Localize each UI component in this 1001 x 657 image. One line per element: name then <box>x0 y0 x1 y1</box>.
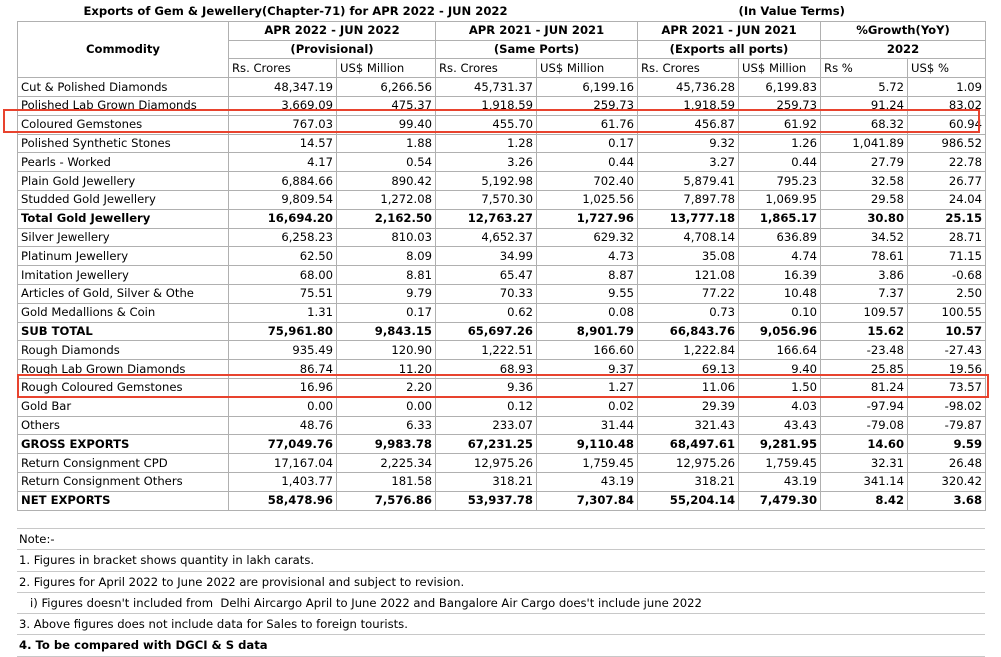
value-cell: 68.93 <box>436 360 537 379</box>
us-percent-header: US$ % <box>908 59 986 78</box>
value-cell: 6,199.16 <box>537 78 638 97</box>
value-cell: 4.74 <box>739 247 821 266</box>
provisional-label: (Provisional) <box>229 40 436 59</box>
table-row <box>18 416 986 435</box>
value-cell: 318.21 <box>638 472 739 491</box>
value-cell: 35.08 <box>638 247 739 266</box>
value-cell: 4.17 <box>229 153 337 172</box>
value-cell: 1,025.56 <box>537 190 638 209</box>
value-cell: 795.23 <box>739 172 821 191</box>
period-2022-header: APR 2022 - JUN 2022 <box>229 21 436 40</box>
note-line: i) Figures doesn't included from Delhi Aircargo April to June 2022 and Bangalore Air Cargo does't include june 2022 <box>17 592 985 613</box>
value-cell: 8.42 <box>821 491 908 510</box>
value-cell: 0.44 <box>537 153 638 172</box>
value-cell: 6,266.56 <box>337 78 436 97</box>
value-cell: 1,041.89 <box>821 134 908 153</box>
value-cell: 55,204.14 <box>638 491 739 510</box>
value-cell: 9.79 <box>337 284 436 303</box>
growth-header: %Growth(YoY) <box>821 21 986 40</box>
value-cell: 1.27 <box>537 378 638 397</box>
value-cell: 8.87 <box>537 266 638 285</box>
value-cell: -97.94 <box>821 397 908 416</box>
note-line: 4. To be compared with DGCI & S data <box>17 634 985 656</box>
value-cell: 19.56 <box>908 360 986 379</box>
commodity-name: Pearls - Worked <box>18 153 229 172</box>
value-cell: 1,918.59 <box>638 96 739 115</box>
table-row <box>18 341 986 360</box>
value-cell: 29.58 <box>821 190 908 209</box>
notes-section <box>17 528 985 657</box>
value-cell: 166.60 <box>537 341 638 360</box>
value-cell: 48,347.19 <box>229 78 337 97</box>
value-cell: 45,731.37 <box>436 78 537 97</box>
value-cell: 31.44 <box>537 416 638 435</box>
period-2021-same-ports-header: APR 2021 - JUN 2021 <box>436 21 638 40</box>
table-row <box>18 228 986 247</box>
value-cell: 0.10 <box>739 303 821 322</box>
value-cell: 3.27 <box>638 153 739 172</box>
value-cell: 6,884.66 <box>229 172 337 191</box>
table-row <box>18 491 986 510</box>
value-cell: 6,258.23 <box>229 228 337 247</box>
value-cell: 1.50 <box>739 378 821 397</box>
commodity-name: Return Consignment Others <box>18 472 229 491</box>
value-cell: 767.03 <box>229 115 337 134</box>
table-row <box>18 190 986 209</box>
value-cell: 22.78 <box>908 153 986 172</box>
value-cell: 68.00 <box>229 266 337 285</box>
commodity-name: Studded Gold Jewellery <box>18 190 229 209</box>
commodity-name: Others <box>18 416 229 435</box>
value-cell: 99.40 <box>337 115 436 134</box>
value-cell: 1,403.77 <box>229 472 337 491</box>
value-cell: 1.09 <box>908 78 986 97</box>
value-cell: 890.42 <box>337 172 436 191</box>
commodity-name: Total Gold Jewellery <box>18 209 229 228</box>
value-cell: 10.57 <box>908 322 986 341</box>
value-cell: 9,983.78 <box>337 435 436 454</box>
value-cell: 10.48 <box>739 284 821 303</box>
value-cell: 24.04 <box>908 190 986 209</box>
value-cell: 9.40 <box>739 360 821 379</box>
commodity-name: Cut & Polished Diamonds <box>18 78 229 97</box>
table-row <box>18 172 986 191</box>
value-cell: 341.14 <box>821 472 908 491</box>
value-cell: 9.59 <box>908 435 986 454</box>
value-cell: 456.87 <box>638 115 739 134</box>
commodity-name: Platinum Jewellery <box>18 247 229 266</box>
value-cell: 7,479.30 <box>739 491 821 510</box>
commodity-name: Gold Bar <box>18 397 229 416</box>
value-cell: 0.02 <box>537 397 638 416</box>
table-row <box>18 153 986 172</box>
value-cell: 43.19 <box>739 472 821 491</box>
value-cell: 68.32 <box>821 115 908 134</box>
value-cell: 109.57 <box>821 303 908 322</box>
commodity-name: GROSS EXPORTS <box>18 435 229 454</box>
value-cell: 1,759.45 <box>739 454 821 473</box>
value-cell: 1,222.84 <box>638 341 739 360</box>
value-cell: 7,576.86 <box>337 491 436 510</box>
value-cell: 7,307.84 <box>537 491 638 510</box>
value-cell: 3.86 <box>821 266 908 285</box>
value-cell: 25.15 <box>908 209 986 228</box>
value-cell: 28.71 <box>908 228 986 247</box>
value-cell: 6,199.83 <box>739 78 821 97</box>
value-cell: 2.50 <box>908 284 986 303</box>
commodity-name: Polished Lab Grown Diamonds <box>18 96 229 115</box>
value-cell: 60.94 <box>908 115 986 134</box>
value-cell: 81.24 <box>821 378 908 397</box>
value-cell: 8.09 <box>337 247 436 266</box>
commodity-name: SUB TOTAL <box>18 322 229 341</box>
value-cell: 1,759.45 <box>537 454 638 473</box>
value-cell: 14.57 <box>229 134 337 153</box>
value-cell: 455.70 <box>436 115 537 134</box>
rs-crores-header: Rs. Crores <box>638 59 739 78</box>
exports-table <box>17 3 986 511</box>
value-cell: 65,697.26 <box>436 322 537 341</box>
value-cell: 58,478.96 <box>229 491 337 510</box>
value-cell: 475.37 <box>337 96 436 115</box>
value-cell: 53,937.78 <box>436 491 537 510</box>
value-cell: 32.58 <box>821 172 908 191</box>
us-million-header: US$ Million <box>337 59 436 78</box>
table-row <box>18 360 986 379</box>
commodity-name: Rough Diamonds <box>18 341 229 360</box>
value-cell: 2,225.34 <box>337 454 436 473</box>
value-cell: 32.31 <box>821 454 908 473</box>
value-cell: 0.62 <box>436 303 537 322</box>
value-cell: 9,809.54 <box>229 190 337 209</box>
table-row <box>18 115 986 134</box>
value-cell: 12,975.26 <box>638 454 739 473</box>
value-cell: 4,652.37 <box>436 228 537 247</box>
rs-percent-header: Rs % <box>821 59 908 78</box>
value-cell: -27.43 <box>908 341 986 360</box>
us-million-header: US$ Million <box>739 59 821 78</box>
us-million-header: US$ Million <box>537 59 638 78</box>
value-cell: 43.19 <box>537 472 638 491</box>
value-cell: -98.02 <box>908 397 986 416</box>
value-cell: -0.68 <box>908 266 986 285</box>
value-cell: 8,901.79 <box>537 322 638 341</box>
table-row <box>18 322 986 341</box>
value-cell: 65.47 <box>436 266 537 285</box>
table-row <box>18 266 986 285</box>
commodity-name: Articles of Gold, Silver & Othe <box>18 284 229 303</box>
note-line: 2. Figures for April 2022 to June 2022 are provisional and subject to revision. <box>17 571 985 592</box>
value-cell: 78.61 <box>821 247 908 266</box>
report-title: Exports of Gem & Jewellery(Chapter-71) for APR 2022 - JUN 2022 <box>83 4 508 19</box>
value-cell: 9.37 <box>537 360 638 379</box>
value-cell: 26.77 <box>908 172 986 191</box>
table-row <box>18 284 986 303</box>
value-cell: 3.26 <box>436 153 537 172</box>
value-cell: 75.51 <box>229 284 337 303</box>
table-row <box>18 303 986 322</box>
note-line: Note:- <box>17 528 985 549</box>
commodity-name: Gold Medallions & Coin <box>18 303 229 322</box>
value-cell: 100.55 <box>908 303 986 322</box>
value-cell: 75,961.80 <box>229 322 337 341</box>
table-row <box>18 472 986 491</box>
value-cell: 70.33 <box>436 284 537 303</box>
commodity-header: Commodity <box>18 21 229 77</box>
value-cell: 77,049.76 <box>229 435 337 454</box>
value-cell: 1,727.96 <box>537 209 638 228</box>
value-cell: 25.85 <box>821 360 908 379</box>
value-cell: 86.74 <box>229 360 337 379</box>
commodity-name: NET EXPORTS <box>18 491 229 510</box>
value-cell: 34.99 <box>436 247 537 266</box>
value-cell: 2.20 <box>337 378 436 397</box>
table-row <box>18 134 986 153</box>
value-cell: 69.13 <box>638 360 739 379</box>
value-cell: 702.40 <box>537 172 638 191</box>
note-line: 3. Above figures does not include data for Sales to foreign tourists. <box>17 613 985 634</box>
value-cell: 26.48 <box>908 454 986 473</box>
value-cell: 320.42 <box>908 472 986 491</box>
value-cell: 321.43 <box>638 416 739 435</box>
value-cell: 4.73 <box>537 247 638 266</box>
value-cell: 259.73 <box>537 96 638 115</box>
table-row <box>18 209 986 228</box>
value-cell: 810.03 <box>337 228 436 247</box>
value-cell: 83.02 <box>908 96 986 115</box>
value-cell: 5.72 <box>821 78 908 97</box>
value-cell: 1,222.51 <box>436 341 537 360</box>
value-cell: 48.76 <box>229 416 337 435</box>
rs-crores-header: Rs. Crores <box>229 59 337 78</box>
period-2021-all-ports-header: APR 2021 - JUN 2021 <box>638 21 821 40</box>
value-cell: 30.80 <box>821 209 908 228</box>
table-row <box>18 378 986 397</box>
value-cell: 4,708.14 <box>638 228 739 247</box>
value-cell: 0.00 <box>337 397 436 416</box>
commodity-name: Rough Lab Grown Diamonds <box>18 360 229 379</box>
growth-year-label: 2022 <box>821 40 986 59</box>
note-line: 1. Figures in bracket shows quantity in lakh carats. <box>17 549 985 570</box>
value-terms-label: (In Value Terms) <box>738 4 845 19</box>
value-cell: 13,777.18 <box>638 209 739 228</box>
value-cell: 5,192.98 <box>436 172 537 191</box>
value-cell: 935.49 <box>229 341 337 360</box>
value-cell: 62.50 <box>229 247 337 266</box>
value-cell: 1,272.08 <box>337 190 436 209</box>
value-cell: 61.92 <box>739 115 821 134</box>
value-cell: 9,110.48 <box>537 435 638 454</box>
value-cell: 7,570.30 <box>436 190 537 209</box>
value-cell: 5,879.41 <box>638 172 739 191</box>
commodity-name: Polished Synthetic Stones <box>18 134 229 153</box>
value-cell: 0.44 <box>739 153 821 172</box>
value-cell: 0.54 <box>337 153 436 172</box>
value-cell: 986.52 <box>908 134 986 153</box>
value-cell: 3,669.09 <box>229 96 337 115</box>
value-cell: 16.39 <box>739 266 821 285</box>
value-cell: 61.76 <box>537 115 638 134</box>
same-ports-label: (Same Ports) <box>436 40 638 59</box>
value-cell: 16.96 <box>229 378 337 397</box>
value-cell: 9,281.95 <box>739 435 821 454</box>
value-cell: 9,843.15 <box>337 322 436 341</box>
table-row <box>18 247 986 266</box>
value-cell: 0.00 <box>229 397 337 416</box>
value-cell: 1,918.59 <box>436 96 537 115</box>
value-cell: 233.07 <box>436 416 537 435</box>
value-cell: 77.22 <box>638 284 739 303</box>
value-cell: 16,694.20 <box>229 209 337 228</box>
value-cell: 0.17 <box>337 303 436 322</box>
exports-report <box>17 3 985 511</box>
value-cell: 120.90 <box>337 341 436 360</box>
value-cell: 1.28 <box>436 134 537 153</box>
commodity-name: Plain Gold Jewellery <box>18 172 229 191</box>
value-cell: 166.64 <box>739 341 821 360</box>
commodity-name: Rough Coloured Gemstones <box>18 378 229 397</box>
table-row <box>18 454 986 473</box>
value-cell: 6.33 <box>337 416 436 435</box>
value-cell: 0.12 <box>436 397 537 416</box>
value-cell: 14.60 <box>821 435 908 454</box>
value-cell: 0.73 <box>638 303 739 322</box>
value-cell: -79.87 <box>908 416 986 435</box>
value-cell: 9.32 <box>638 134 739 153</box>
value-cell: 636.89 <box>739 228 821 247</box>
value-cell: 1,069.95 <box>739 190 821 209</box>
value-cell: 8.81 <box>337 266 436 285</box>
value-cell: 91.24 <box>821 96 908 115</box>
commodity-name: Silver Jewellery <box>18 228 229 247</box>
table-row <box>18 435 986 454</box>
value-cell: 71.15 <box>908 247 986 266</box>
value-cell: 9,056.96 <box>739 322 821 341</box>
value-cell: 15.62 <box>821 322 908 341</box>
value-cell: 4.03 <box>739 397 821 416</box>
rs-crores-header: Rs. Crores <box>436 59 537 78</box>
table-row <box>18 397 986 416</box>
value-cell: 11.06 <box>638 378 739 397</box>
value-cell: -23.48 <box>821 341 908 360</box>
commodity-name: Imitation Jewellery <box>18 266 229 285</box>
table-row <box>18 96 986 115</box>
value-cell: 9.55 <box>537 284 638 303</box>
commodity-name: Return Consignment CPD <box>18 454 229 473</box>
commodity-name: Coloured Gemstones <box>18 115 229 134</box>
value-cell: 318.21 <box>436 472 537 491</box>
value-cell: 1,865.17 <box>739 209 821 228</box>
value-cell: 181.58 <box>337 472 436 491</box>
value-cell: 43.43 <box>739 416 821 435</box>
value-cell: 34.52 <box>821 228 908 247</box>
value-cell: 73.57 <box>908 378 986 397</box>
value-cell: 29.39 <box>638 397 739 416</box>
value-cell: 11.20 <box>337 360 436 379</box>
value-cell: 0.17 <box>537 134 638 153</box>
value-cell: 1.88 <box>337 134 436 153</box>
value-cell: 1.26 <box>739 134 821 153</box>
value-cell: 66,843.76 <box>638 322 739 341</box>
value-cell: 17,167.04 <box>229 454 337 473</box>
value-cell: 12,763.27 <box>436 209 537 228</box>
value-cell: 68,497.61 <box>638 435 739 454</box>
value-cell: 259.73 <box>739 96 821 115</box>
value-cell: 9.36 <box>436 378 537 397</box>
value-cell: 7,897.78 <box>638 190 739 209</box>
table-row <box>18 78 986 97</box>
value-cell: 27.79 <box>821 153 908 172</box>
value-cell: 3.68 <box>908 491 986 510</box>
value-cell: 629.32 <box>537 228 638 247</box>
value-cell: 0.08 <box>537 303 638 322</box>
value-cell: 1.31 <box>229 303 337 322</box>
value-cell: 7.37 <box>821 284 908 303</box>
value-cell: 45,736.28 <box>638 78 739 97</box>
value-cell: 12,975.26 <box>436 454 537 473</box>
value-cell: 121.08 <box>638 266 739 285</box>
exports-all-ports-label: (Exports all ports) <box>638 40 821 59</box>
value-cell: 2,162.50 <box>337 209 436 228</box>
value-cell: 67,231.25 <box>436 435 537 454</box>
value-cell: -79.08 <box>821 416 908 435</box>
